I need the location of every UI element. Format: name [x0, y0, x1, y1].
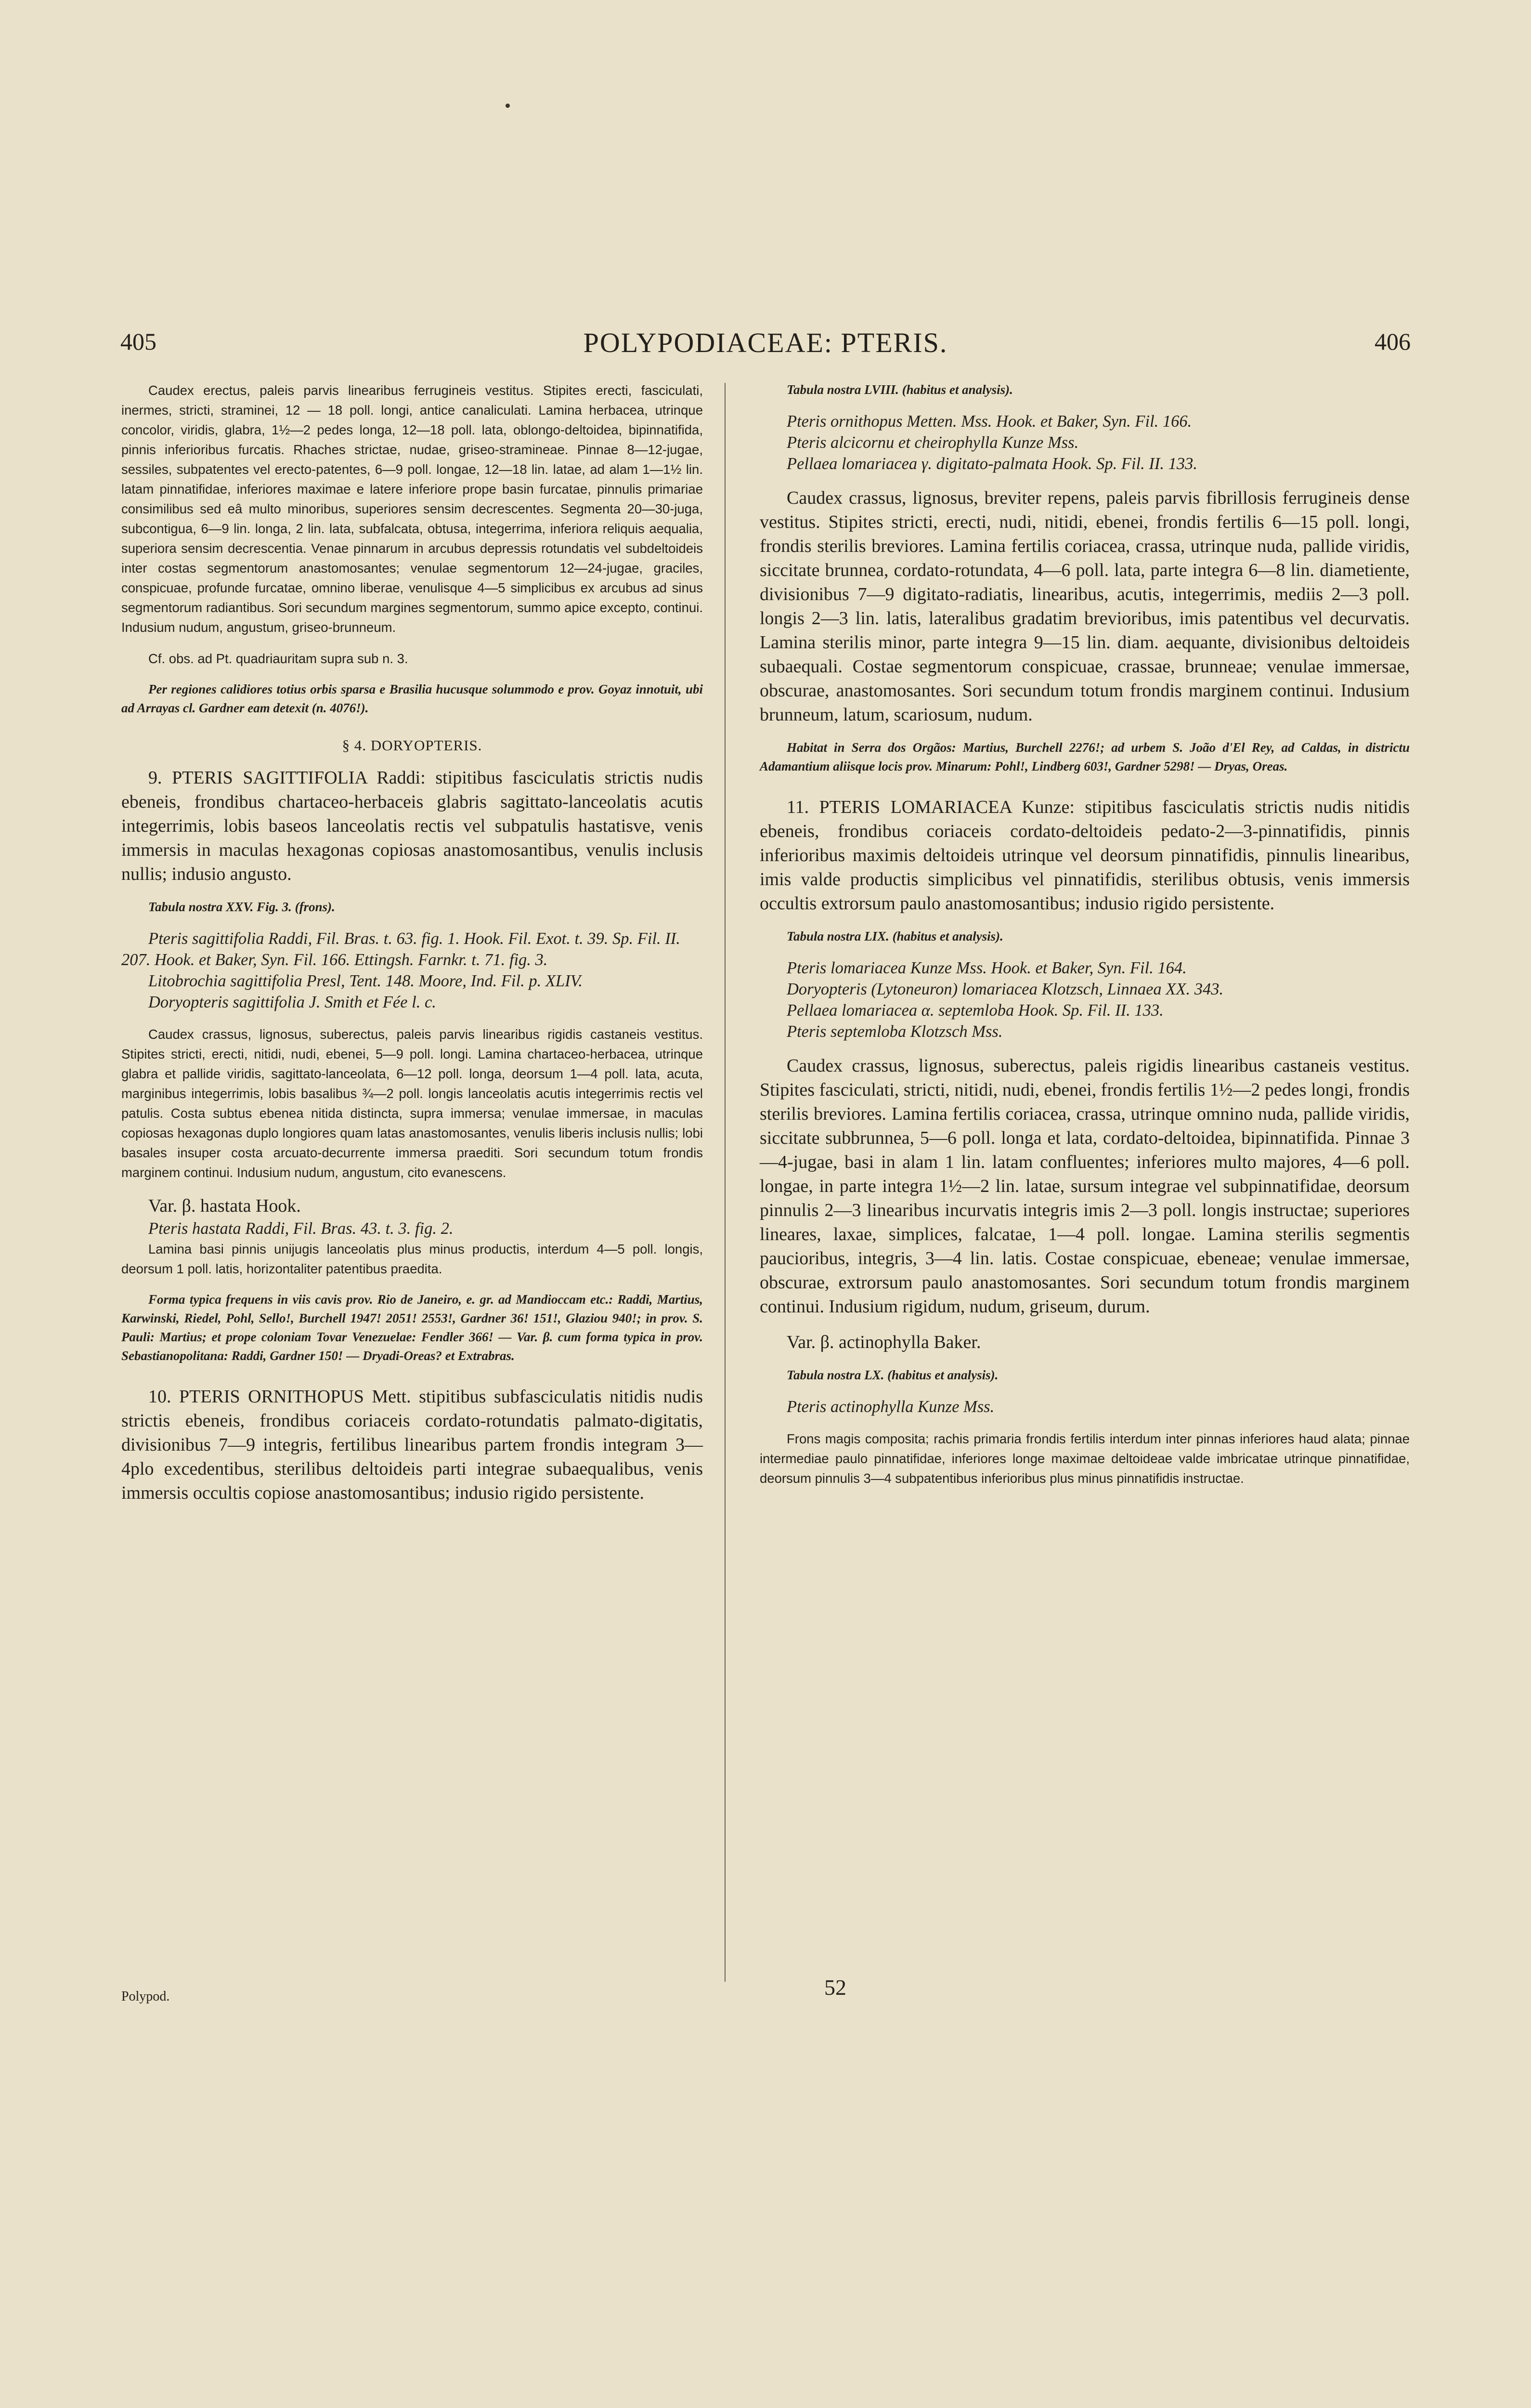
habitat-paragraph: Forma typica frequens in viis cavis prov. Rio de Janeiro, e. gr. ad Mandioccam etc.: Raddi, Martius, Karwinski, Riedel, Pohl, Sello!, Burchell 1947! 2051! 2553!, Gardner 36! 151!, Glaziou 940!; in prov. S. Pauli: Martius; et prope coloniam Tovar Venezuelae: Fendler 366! — Var. β. cum forma typica in prov. Sebastianopolitana: Raddi, Gardner 150! — Dryadi-Oreas? et Extrabras.: [121, 1292, 703, 1363]
synonym: Pteris hastata Raddi, Fil. Bras. 43. t. 3. fig. 2.: [148, 1219, 454, 1238]
sheet-number: 52: [824, 1975, 846, 2000]
plate-reference: Tabula nostra LIX. (habitus et analysis).: [787, 929, 1003, 943]
variety-description: Lamina basi pinnis unijugis lanceolatis plus minus productis, interdum 4—5 poll. longis, deorsum 1 poll. latis, horizontaliter patentibus praedita.: [121, 1242, 703, 1276]
column-divider: [725, 383, 726, 1982]
plate-reference: Tabula nostra LX. (habitus et analysis).: [787, 1368, 999, 1382]
synonym: Pteris actinophylla Kunze Mss.: [787, 1398, 995, 1416]
plate-reference: Tabula nostra LVIII. (habitus et analysis).: [787, 382, 1013, 397]
page-number-left: 405: [120, 328, 156, 355]
variety-description: Frons magis composita; rachis primaria frondis fertilis interdum inter pinnas inferiores haud alata; pinnae intermediae paulo pinnatifidae, inferiores longe maximae deltoideae valde imbricatae utrinque pinnatifidae, deorsum pinnulis 3—4 subpatentibus inferioribus plus minus pinnatifidis instructae.: [760, 1431, 1410, 1486]
section-heading: § 4. DORYOPTERIS.: [342, 737, 482, 754]
signature-mark: Polypod.: [121, 1989, 170, 2004]
page-number-right: 406: [1375, 328, 1411, 355]
description-paragraph: Caudex crassus, lignosus, breviter repens, paleis parvis fibrillosis ferrugineis dense vestitus. Stipites stricti, erecti, nudi, nitidi, ebenei, frondis fertilis 6—15 poll. longi, frondis sterilis breviores. Lamina fertilis coriacea, crassa, utrinque nuda, pallide viridis, siccitate brunnea, cordato-rotundata, 4—6 poll. lata, parte integra 6—8 lin. diametiente, divisionibus 7—9 digitato-radiatis, linearibus, acutis, integerrimis, mediis 2—3 poll. longis 2—3 lin. latis, lateralibus gradatim brevioribus, imis patentibus vel decurvatis. Lamina sterilis minor, parte integra 9—15 lin. diam. aequante, divisionibus deltoideis subaequali. Costae segmentorum conspicuae, crassae, brunneae; venulae immersae, obscurae, anastomosantes. Sori secundum totum frondis marginem continui. Indusium brunneum, latum, scariosum, nudum.: [760, 488, 1410, 725]
habitat-paragraph: Per regiones calidiores totius orbis sparsa e Brasilia hucusque solummodo e prov. Goyaz innotuit, ubi ad Arrayas cl. Gardner eam detexit (n. 4076!).: [121, 682, 703, 715]
synonym: Pteris alcicornu et cheirophylla Kunze Mss.: [787, 433, 1079, 452]
description-paragraph: Caudex erectus, paleis parvis linearibus ferrugineis vestitus. Stipites erecti, fasciculati, inermes, stricti, straminei, 12 — 18 poll. longi, antice canaliculati. Lamina herbacea, utrinque concolor, viridis, glabra, 1½—2 pedes longa, 12—18 poll. lata, oblongo-deltoidea, bipinnatifida, pinnis inferioribus furcatis. Rhaches strictae, nudae, griseo-stramineae. Pinnae 8—12-jugae, sessiles, subpatentes vel erecto-patentes, 6—9 poll. longae, 12—18 lin. latae, ad alam 1—1½ lin. latam pinnatifidae, inferiores maximae e latere inferiore prope basin furcatae, pinnulis primariae consimilibus sed eâ multo minoribus, superiores sensim decrescentes. Segmenta 20—30-juga, subcontigua, 6—9 lin. longa, 2 lin. lata, subfalcata, obtusa, integerrima, inferiora reliquis aequalia, superiora sensim decrescentia. Venae pinnarum in arcubus depressis rotundatis vel subdeltoideis inter costas segmentorum anastomosantes; venulae segmentorum 12—24-jugae, graciles, conspicuae, profunde furcatae, omnino liberae, venulisque 4—5 simplicibus ex arcubus ad sinus segmentorum radiantibus. Sori secundum margines segmentorum, summo apice excepto, continui. Indusium nudum, angustum, griseo-brunneum.: [121, 383, 703, 635]
species-diagnosis: 10. PTERIS ORNITHOPUS Mett. stipitibus subfasciculatis nitidis nudis strictis ebeneis, frondibus coriaceis cordato-rotundatis palmato-digitatis, divisionibus 7—9 integris, fertilibus linearibus partem frondis integram 3—4plo excedentibus, sterilibus deltoideis parti integrae subaequalibus, venis immersis occultis copiose anastomosantibus; indusio rigido persistente.: [121, 1387, 703, 1503]
species-diagnosis: 11. PTERIS LOMARIACEA Kunze: stipitibus fasciculatis strictis nudis nitidis ebeneis, frondibus coriaceis cordato-deltoideis pedato-2—3-pinnatifidis, pinnis inferioribus maximis deltoideis utrinque vel deorsum pinnatifidis, pinnulis linearibus, imis valde productis simplicibus vel pinnatifidis, sterilibus obtusis, venis immersis occultis extrorsum paulo anastomosantibus; indusio rigido persistente.: [760, 797, 1410, 914]
habitat-paragraph: Habitat in Serra dos Orgãos: Martius, Burchell 2276!; ad urbem S. João d'El Rey, ad Caldas, in districtu Adamantium aliisque locis prov. Minarum: Pohl!, Lindberg 603!, Gardner 5298! — Dryas, Oreas.: [760, 740, 1410, 773]
description-paragraph: Caudex crassus, lignosus, suberectus, paleis parvis linearibus rigidis castaneis vestitus. Stipites stricti, erecti, nitidi, nudi, ebenei, 5—9 poll. longi. Lamina chartaceo-herbacea, utrinque glabra et pallide viridis, sagittato-lanceolata, 6—12 poll. longa, deorsum 1—4 poll. lata, acuta, marginibus integerrimis, lobis basalibus ¾—2 poll. longis lanceolatis acutis integerrimis rectis vel patulis. Costa subtus ebenea nitida distincta, supra immersa; venulae immersae, in maculas copiosas hexagonas duplo longiores quam latas anastomosantes, venulis liberis inclusis nullis; lobi basales insuper costa arcuato-decurrente immersa praediti. Sori secundum totum frondis marginem continui. Indusium nudum, angustum, cito evanescens.: [121, 1027, 703, 1180]
plate-reference: Tabula nostra XXV. Fig. 3. (frons).: [148, 900, 335, 914]
right-column: [760, 380, 1410, 1488]
cross-reference: Cf. obs. ad Pt. quadriauritam supra sub n. 3.: [148, 651, 408, 666]
synonym: Doryopteris sagittifolia J. Smith et Fée l. c.: [148, 993, 436, 1011]
species-diagnosis: 9. PTERIS SAGITTIFOLIA Raddi: stipitibus fasciculatis strictis nudis ebeneis, frondibus chartaceo-herbaceis glabris sagittato-lanceolatis acutis integerrimis, lobis baseos lanceolatis rectis vel subpatulis hastatisve, venis immersis in maculas hexagonas copiosas anastomosantibus, venulis inclusis nullis; indusio angusto.: [121, 768, 703, 884]
synonym: Pteris septemloba Klotzsch Mss.: [787, 1022, 1003, 1041]
synonym: Litobrochia sagittifolia Presl, Tent. 148. Moore, Ind. Fil. p. XLIV.: [148, 972, 583, 990]
running-title: POLYPODIACEAE: PTERIS.: [583, 327, 948, 358]
synonym: Pteris lomariacea Kunze Mss. Hook. et Baker, Syn. Fil. 164.: [787, 959, 1187, 977]
synonym: Pteris sagittifolia Raddi, Fil. Bras. t. 63. fig. 1. Hook. Fil. Exot. t. 39. Sp. Fil. II. 207. Hook. et Baker, Syn. Fil. 166. Ettingsh. Farnkr. t. 71. fig. 3.: [121, 929, 680, 969]
variety-heading: Var. β. actinophylla Baker.: [787, 1332, 981, 1352]
synonym: Pellaea lomariacea γ. digitato-palmata Hook. Sp. Fil. II. 133.: [787, 455, 1197, 473]
left-column: [121, 380, 703, 1505]
description-paragraph: Caudex crassus, lignosus, suberectus, paleis rigidis linearibus castaneis vestitus. Stipites fasciculati, stricti, nitidi, nudi, ebenei, frondis fertilis 1½—2 pedes longi, frondis sterilis breviores. Lamina fertilis coriacea, crassa, utrinque omnino nuda, pallide viridis, siccitate subbrunnea, 5—6 poll. longa et lata, cordato-deltoidea, bipinnatifida. Pinnae 3—4-jugae, basi in alam 1 lin. latam confluentes; inferiores multo majores, 4—6 poll. longae, in parte integra 1½—2 lin. latae, sursum integrae vel subpinnatifidae, deorsum pinnulis 2—3 linearibus incurvatis integris imis 2—3 poll. longis instructae; superiores lineares, laxae, simplices, falcatae, 1—4 poll. longae. Lamina sterilis segmentis paucioribus, integris, 3—4 lin. latis. Costae conspicuae, ebeneae; venulae immersae, obscurae, extrorsum paulo anastomosantes. Sori secundum totum frondis marginem continui. Indusium rigidum, nudum, griseum, durum.: [760, 1056, 1410, 1317]
synonym: Pteris ornithopus Metten. Mss. Hook. et Baker, Syn. Fil. 166.: [787, 412, 1192, 431]
synonym: Pellaea lomariacea α. septemloba Hook. Sp. Fil. II. 133.: [787, 1001, 1164, 1020]
ink-speck: [506, 104, 510, 108]
running-header: [120, 327, 1411, 371]
variety-heading: Var. β. hastata Hook.: [148, 1196, 301, 1216]
synonym: Doryopteris (Lytoneuron) lomariacea Klotzsch, Linnaea XX. 343.: [787, 980, 1224, 998]
